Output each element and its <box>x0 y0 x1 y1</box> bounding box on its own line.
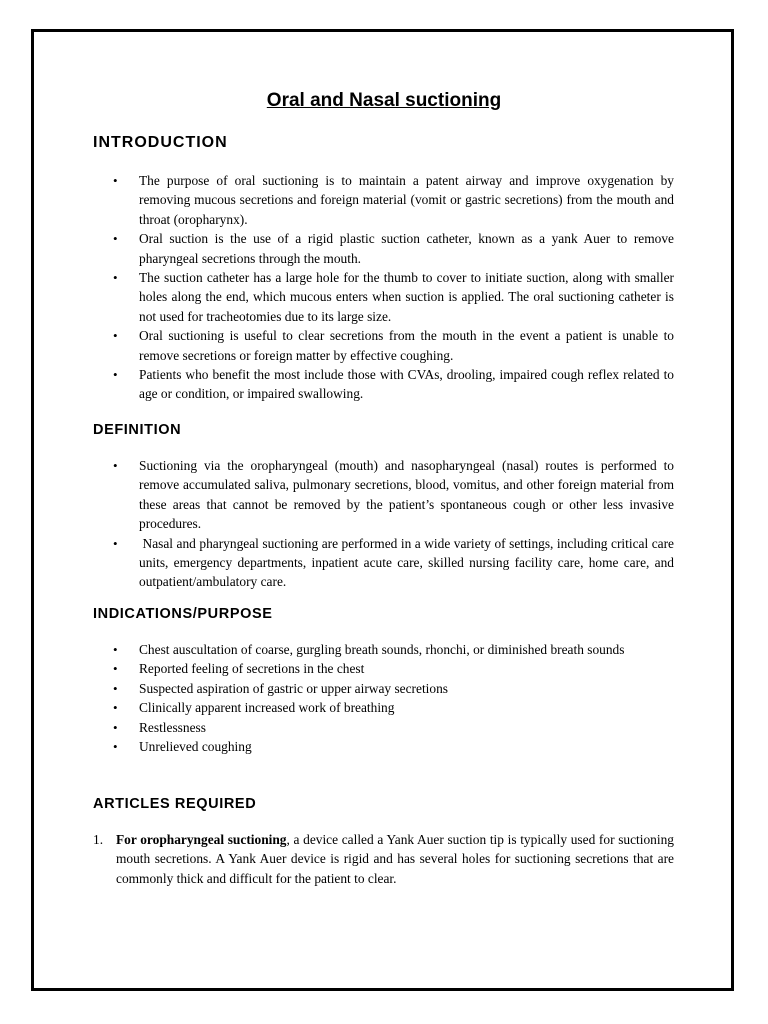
list-item: • Clinically apparent increased work of breathing <box>113 698 674 717</box>
item-text: , a device called a Yank Auer suction tip is typically used for suctioning mouth secretions. A Yank Auer device is rigid and has several holes for suctioning secretions that are commonly thick and difficult for the patient to clear. <box>116 832 674 886</box>
list-item: • Patients who benefit the most include those with CVAs, drooling, impaired cough reflex related to age or condition, or impaired swallowing. <box>113 365 674 404</box>
list-item: • Nasal and pharyngeal suctioning are performed in a wide variety of settings, including critical care units, emergency departments, inpatient acute care, skilled nursing facility care, home care, and outpatient/ambulatory care. <box>113 534 674 592</box>
definition-list <box>113 456 678 592</box>
articles-list <box>93 830 674 888</box>
list-item: • The suction catheter has a large hole for the thumb to cover to initiate suction, along with smaller holes along the end, which mucous enters when suction is applied. The oral suctioning catheter is not used for tracheotomies due to its large size. <box>113 268 674 326</box>
list-item: • Oral suction is the use of a rigid plastic suction catheter, known as a yank Auer to remove pharyngeal secretions through the mouth. <box>113 229 674 268</box>
list-item: • Suspected aspiration of gastric or upper airway secretions <box>113 679 674 698</box>
indications-list <box>113 640 674 756</box>
page-title: Oral and Nasal suctioning <box>266 90 502 111</box>
indications-heading: INDICATIONS/PURPOSE <box>93 606 273 622</box>
item-lead: For oropharyngeal suctioning <box>116 832 287 847</box>
list-item: • Suctioning via the oropharyngeal (mouth) and nasopharyngeal (nasal) routes is performed to remove accumulated saliva, pulmonary secretions, blood, vomitus, and other foreign material from these areas that cannot be removed by the patient’s spontaneous cough or other less invasive procedures. <box>113 456 674 534</box>
list-item <box>93 830 674 888</box>
list-item: • Restlessness <box>113 718 674 737</box>
list-item: • Oral suctioning is useful to clear secretions from the mouth in the event a patient is unable to remove secretions or foreign matter by effective coughing. <box>113 326 674 365</box>
item-number: 1. <box>93 832 104 847</box>
articles-heading: ARTICLES REQUIRED <box>93 796 257 812</box>
list-item: • The purpose of oral suctioning is to maintain a patent airway and improve oxygenation by removing mucous secretions and foreign material (vomit or gastric secretions) from the mouth and throat (oropharynx). <box>113 171 674 229</box>
list-item: • Reported feeling of secretions in the chest <box>113 659 674 678</box>
introduction-heading: INTRODUCTION <box>93 134 228 151</box>
definition-heading: DEFINITION <box>93 422 182 438</box>
introduction-list <box>113 171 674 404</box>
list-item: • Unrelieved coughing <box>113 737 674 756</box>
list-item: • Chest auscultation of coarse, gurgling breath sounds, rhonchi, or diminished breath sounds <box>113 640 674 659</box>
